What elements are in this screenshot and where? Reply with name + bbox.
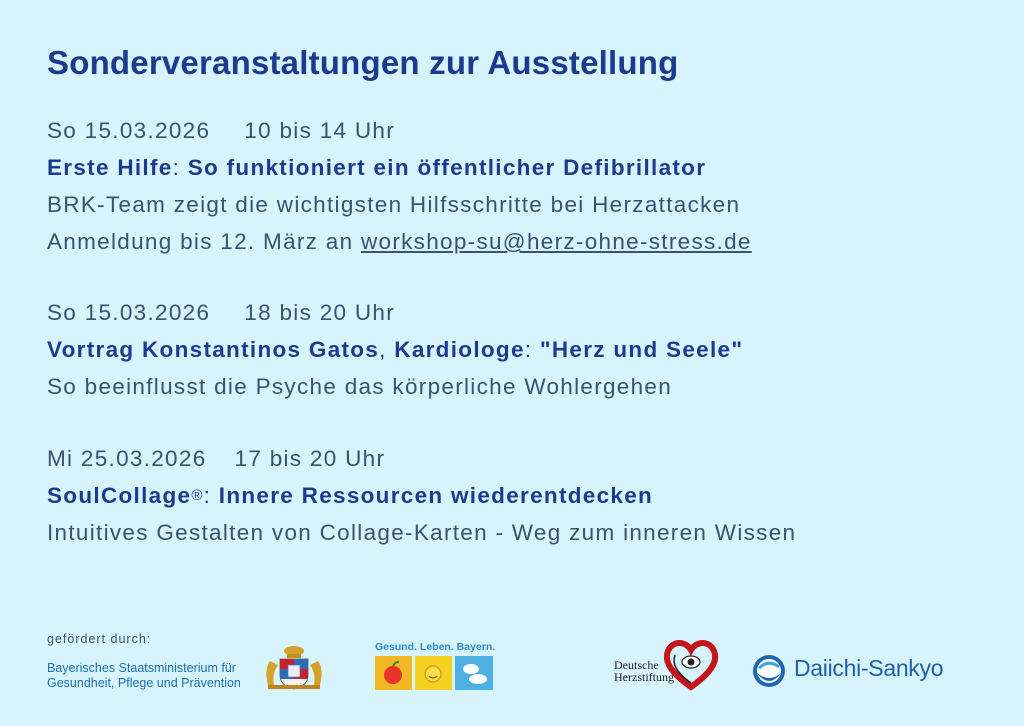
- glb-tiles: [375, 656, 493, 690]
- event-headline: [47, 331, 743, 368]
- headline-part: Erste Hilfe: [47, 155, 173, 180]
- ministry-line: Gesundheit, Pflege und Prävention: [47, 676, 241, 690]
- event-date-line: [47, 294, 743, 331]
- event-description: So beeinflusst die Psyche das körperliche Wohlergehen: [47, 374, 673, 399]
- headline-part: "Herz und Seele": [539, 337, 744, 362]
- gesund-leben-bayern-logo: [375, 641, 496, 691]
- event-date: Mi 25.03.2026: [47, 446, 207, 471]
- headline-part: SoulCollage: [47, 483, 192, 508]
- headline-separator: :: [172, 155, 188, 180]
- event-registration: [47, 223, 752, 260]
- registration-text: Anmeldung bis 12. März an: [47, 229, 361, 254]
- event-date: So 15.03.2026: [47, 118, 211, 143]
- event-2: [47, 294, 743, 405]
- daiichi-sankyo-logo: [751, 653, 961, 689]
- event-date: So 15.03.2026: [47, 300, 211, 325]
- headline-part: Vortrag Konstantinos Gatos: [47, 337, 380, 362]
- headline-part: Kardiologe: [394, 337, 525, 362]
- event-headline: [47, 477, 796, 514]
- bavarian-coat-of-arms-icon: [260, 645, 328, 691]
- headline-part: So funktioniert ein öffentlicher Defibrillator: [187, 155, 707, 180]
- ministry-line: Bayerisches Staatsministerium für: [47, 661, 236, 675]
- daiichi-text: Daiichi-Sankyo: [794, 655, 944, 681]
- event-date-line: [47, 112, 752, 149]
- event-headline: [47, 149, 752, 186]
- event-description: BRK-Team zeigt die wichtigsten Hilfsschritte bei Herzattacken: [47, 192, 741, 217]
- event-date-line: [47, 440, 796, 477]
- headline-separator: :: [203, 483, 219, 508]
- event-3: [47, 440, 796, 551]
- headline-separator: ,: [379, 337, 395, 362]
- sun-icon: [425, 666, 441, 682]
- event-time: 10 bis 14 Uhr: [244, 118, 396, 143]
- daiichi-logo-icon: [751, 653, 787, 689]
- ministry-name: [47, 661, 241, 691]
- headline-part: Innere Ressourcen wiederentdecken: [218, 483, 654, 508]
- funded-by-label: gefördert durch:: [47, 632, 152, 646]
- herzstiftung-text: [614, 659, 674, 683]
- event-description: Intuitives Gestalten von Collage-Karten - Weg zum inneren Wissen: [47, 520, 797, 545]
- glb-label: Gesund. Leben. Bayern.: [375, 641, 496, 653]
- herzstiftung-logo: [612, 637, 722, 695]
- headline-separator: :: [524, 337, 540, 362]
- event-time: 18 bis 20 Uhr: [244, 300, 396, 325]
- herzstiftung-line: Deutsche: [614, 658, 659, 672]
- registered-mark: ®: [191, 487, 204, 504]
- event-time: 17 bis 20 Uhr: [234, 446, 386, 471]
- page-title: Sonderveranstaltungen zur Ausstellung: [47, 44, 679, 81]
- email-link[interactable]: workshop-su@herz-ohne-stress.de: [360, 229, 752, 254]
- event-1: [47, 112, 752, 260]
- herzstiftung-line: Herzstiftung: [614, 670, 674, 684]
